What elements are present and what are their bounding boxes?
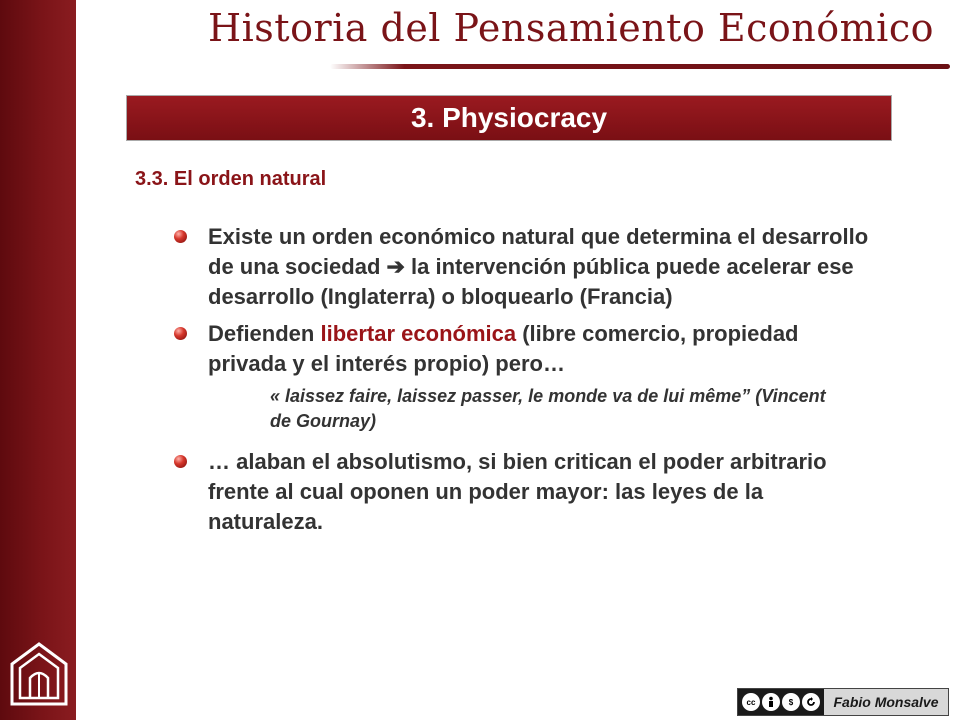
slide-title: 3. Physiocracy: [410, 102, 608, 133]
bullet-dot-icon: [174, 455, 187, 468]
bullet-highlight: libertar económica: [320, 321, 517, 346]
section-heading: 3.3. El orden natural: [135, 168, 327, 190]
sa-icon: [802, 693, 820, 711]
quote: « laissez faire, laissez passer, le monde va de lui même” (Vincent de Gournay): [270, 386, 826, 431]
header-rule: [330, 64, 950, 69]
by-icon: [762, 693, 780, 711]
bullet-item: [170, 447, 870, 537]
bullet-item: [170, 222, 870, 312]
bullet-text-after: (libre comercio, propiedad privada y el interés propio) pero…: [208, 321, 799, 376]
bullet-item: [170, 319, 870, 379]
license-footer: [737, 688, 949, 716]
cc-license-badge: [738, 689, 824, 715]
course-title: Historia del Pensamiento Económico: [208, 6, 934, 50]
university-logo-icon: [8, 640, 70, 710]
bullet-text: Existe un orden económico natural que determina el desarrollo de una sociedad ➔ la intervención pública puede acelerar ese desarrollo (Inglaterra) o bloquearlo (Francia): [208, 224, 869, 309]
slide-title-bar: [126, 95, 892, 141]
bullet-dot-icon: [174, 230, 187, 243]
bullet-text-before: Defienden: [208, 321, 321, 346]
author-name: Fabio Monsalve: [833, 694, 939, 710]
cc-icon: cc: [742, 693, 760, 711]
bullet-list: [170, 222, 870, 544]
bullet-dot-icon: [174, 327, 187, 340]
nc-icon: $: [782, 693, 800, 711]
bullet-text: … alaban el absolutismo, si bien critican el poder arbitrario frente al cual oponen un poder mayor: las leyes de la naturaleza.: [208, 449, 827, 534]
sidebar-band: [0, 0, 76, 720]
